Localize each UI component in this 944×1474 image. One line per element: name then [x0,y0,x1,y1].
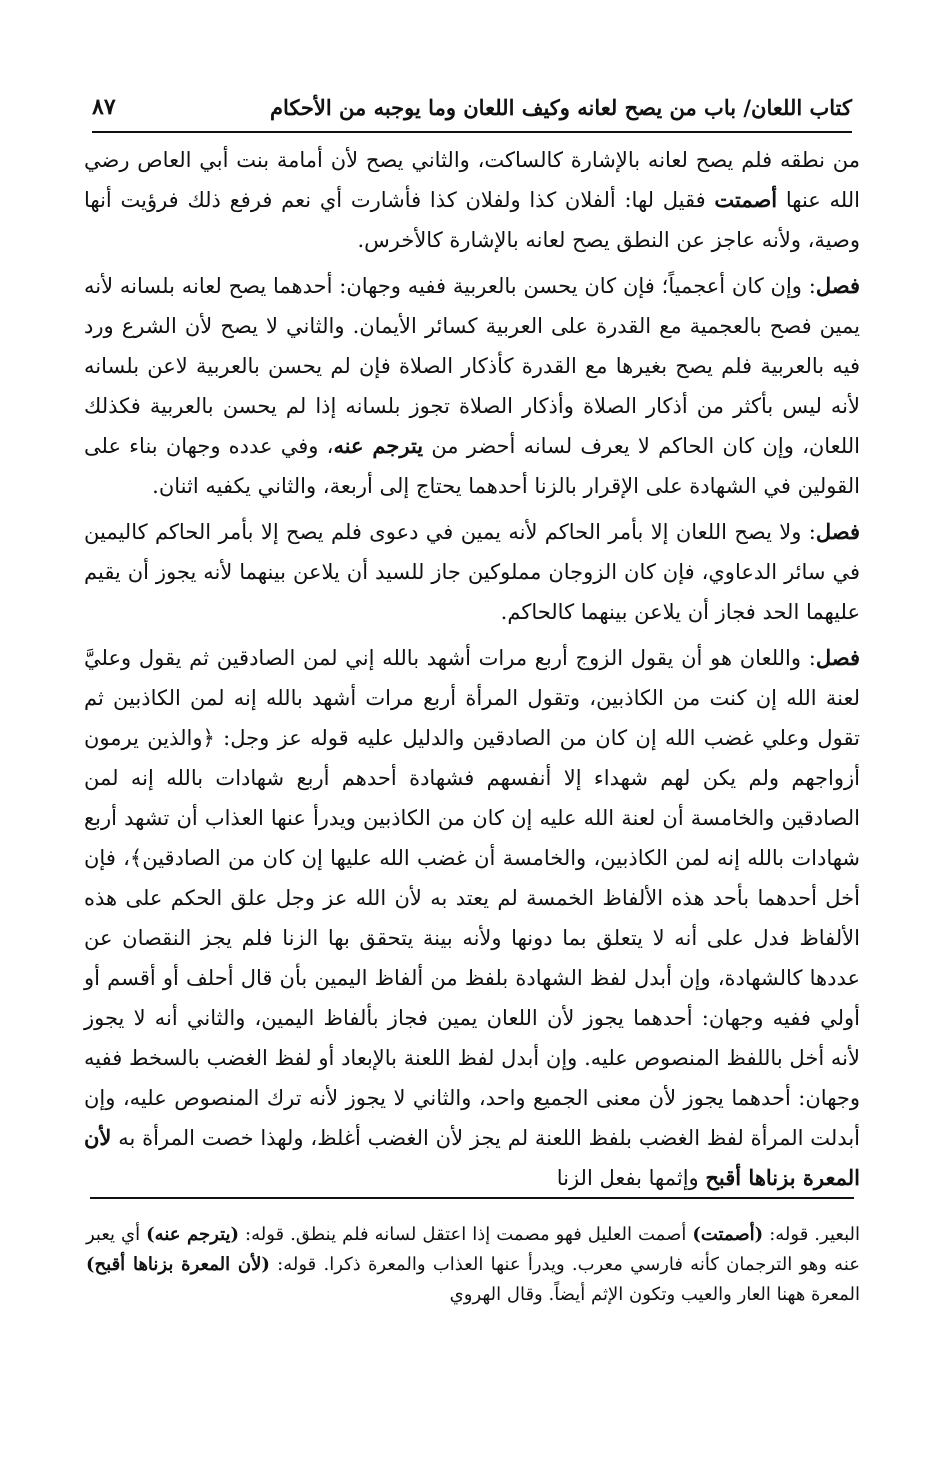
paragraph [84,638,860,1198]
text-run: : واللعان هو أن يقول الزوج أربع مرات أشهد بالله إني لمن الصادقين ثم يقول وعليَّ لعنة الله إن كنت من الكاذبين، وتقول المرأة أربع مرات أشهد بالله إنه لمن الكاذبين ثم تقول وعلي غضب الله إن كان من الصادقين والدليل عليه قوله عز وجل: ﴿والذين يرمون أزواجهم ولم يكن لهم شهداء إلا أنفسهم فشهادة أحدهم أربع شهادات بالله إنه لمن الصادقين والخامسة أن لعنة الله عليه إن كان من الكاذبين ويدرأ عنها العذاب أن تشهد أربع شهادات بالله إنه لمن الكاذبين، والخامسة أن غضب الله عليها إن كان من الصادقين﴾، فإن أخل أحدهما بأحد هذه الألفاظ الخمسة لم يعتد به لأن الله عز وجل علق الحكم على هذه الألفاظ فدل على أنه لا يتعلق بما دونها ولأنه بينة يتحقق بها الزنا فلم يجز النقصان عن عددها كالشهادة، وإن أبدل لفظ الشهادة بلفظ من ألفاظ اليمين بأن قال أحلف أو أقسم أو أولي ففيه وجهان: أحدهما يجوز لأن اللعان يمين فجاز بألفاظ اليمين، والثاني أنه لا يجوز لأنه أخل باللفظ المنصوص عليه. وإن أبدل لفظ اللعنة بالإبعاد أو لفظ الغضب بالسخط ففيه وجهان: أحدهما يجوز لأن معنى الجميع واحد، والثاني لا يجوز لأنه ترك المنصوص عليه، وإن أبدلت المرأة لفظ الغضب بلفظ اللعنة لم يجز لأن الغضب أغلظ، ولهذا خصت المرأة به [84,646,860,1150]
paragraph [84,266,860,506]
bold-term: فصل [815,273,860,298]
text-run: أي يعبر عنه وهو الترجمان كأنه فارسي معرب. ويدرأ عنها العذاب والمعرة ذكرا. قوله: [86,1224,861,1275]
bold-term: أصمتت [714,187,778,212]
bold-term: (لأن المعرة بزناها أقبح) [86,1254,270,1275]
bold-term: فصل [815,519,860,544]
footnote-divider [90,1197,854,1199]
text-run: من نطقه فلم يصح لعانه بالإشارة كالساكت، والثاني يصح لأن أمامة بنت أبي العاص رضي الله عنها [84,148,860,212]
header-title: كتاب اللعان/ باب من يصح لعانه وكيف اللعان وما يوجبه من الأحكام [269,94,852,120]
text-run: وإثمها بفعل الزنا [556,1166,706,1190]
text-run: : ولا يصح اللعان إلا بأمر الحاكم لأنه يمين في دعوى فلم يصح إلا بأمر الحاكم كاليمين في سائر الدعاوي، فإن كان الزوجان مملوكين جاز للسيد أن يلاعن بينهما لأنه يجوز أن يقيم عليهما الحد فجاز أن يلاعن بينهما كالحاكم. [84,520,860,624]
bold-term: فصل [815,645,860,670]
header-divider [92,131,852,133]
text-run: المعرة ههنا العار والعيب وتكون الإثم أيضاً. وقال الهروي [449,1284,860,1305]
bold-term: (يترجم عنه) [146,1224,240,1245]
bold-term: يترجم عنه [333,433,424,458]
bold-term: لأن المعرة بزناها أقبح [84,1125,860,1190]
paragraph [84,140,860,260]
bold-term: (أصمتت) [692,1224,764,1245]
text-run: ، وفي عدده وجهان بناء على القولين في الشهادة على الإقرار بالزنا أحدهما يحتاج إلى أربعة، والثاني يكفيه اثنان. [84,434,860,498]
footnote-paragraph [86,1220,860,1310]
text-run: البعير. قوله: [763,1224,860,1245]
page-number: ٨٧ [92,94,116,120]
text-run: : وإن كان أعجمياً؛ فإن كان يحسن بالعربية ففيه وجهان: أحدهما يصح لعانه بلسانه لأنه يمين فصح بالعجمية مع القدرة على العربية كسائر الأيمان. والثاني لا يصح لأن الشرع ورد فيه بالعربية فلم يصح بغيرها مع القدرة كأذكار الصلاة فإن لم يحسن بالعربية لاعن بلسانه لأنه ليس بأكثر من أذكار الصلاة وأذكار الصلاة تجوز بلسانه إذا لم يحسن بالعربية فكذلك اللعان، وإن كان الحاكم لا يعرف لسانه أحضر من [84,274,860,458]
paragraph [84,512,860,632]
text-run: أصمت العليل فهو مصمت إذا اعتقل لسانه فلم ينطق. قوله: [239,1224,693,1245]
running-header [92,86,852,128]
main-text [84,140,860,1204]
footnotes [86,1220,860,1310]
text-run: فقيل لها: ألفلان كذا ولفلان كذا فأشارت أي نعم فرفع ذلك فرؤيت أنها وصية، ولأنه عاجز عن النطق يصح لعانه بالإشارة كالأخرس. [84,188,860,252]
